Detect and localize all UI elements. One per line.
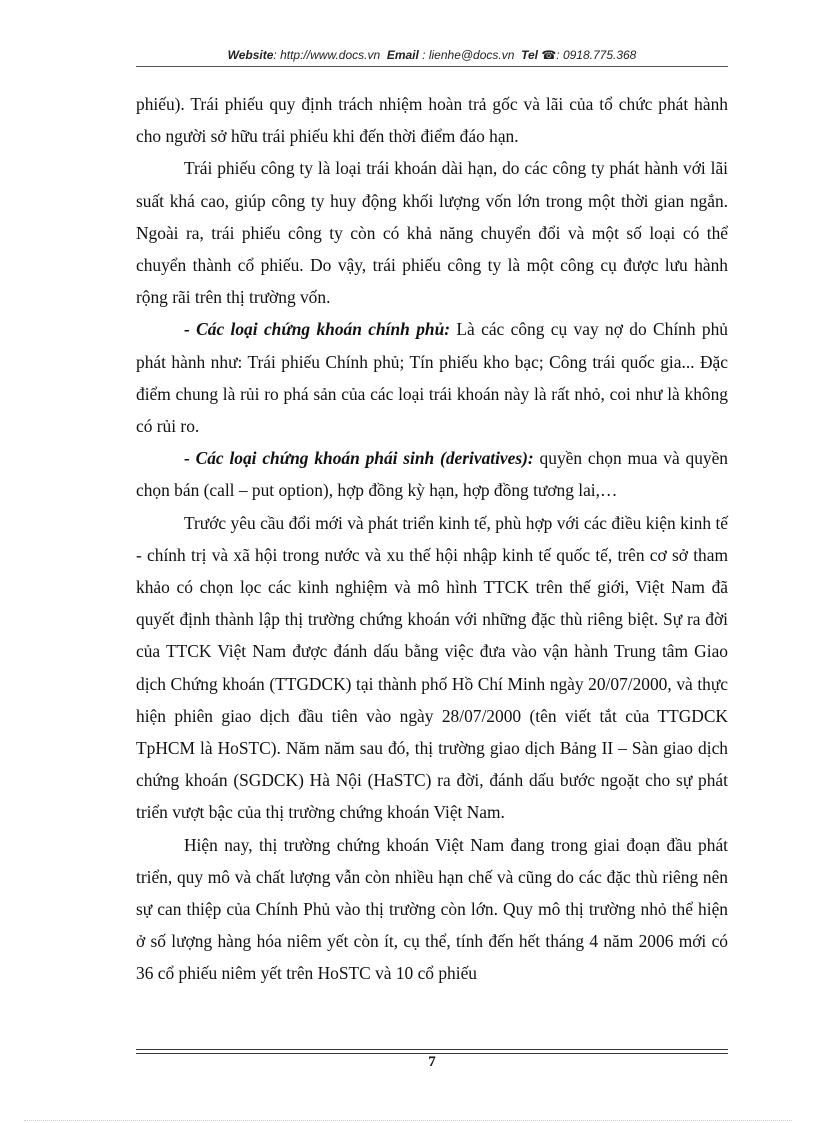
website-label: Website [227,48,274,62]
paragraph-1: phiếu). Trái phiếu quy định trách nhiệm hoàn trả gốc và lãi của tổ chức phát hành cho người sở hữu trái phiếu khi đến thời điểm đáo hạn. [136,94,728,147]
page-number: 7 [428,1054,436,1070]
paragraph-6: Hiện nay, thị trường chứng khoán Việt Nam đang trong giai đoạn đầu phát triển, quy mô và chất lượng vẫn còn nhiều hạn chế và cũng do các đặc thù riêng nên sự can thiệp của Chính Phủ vào thị trường còn lớn. Quy mô thị trường nhỏ thể hiện ở số lượng hàng hóa niêm yết còn ít, cụ thể, tính đến hết tháng 4 năm 2006 mới có 36 cổ phiếu niêm yết trên HoSTC và 10 cổ phiếu [136,834,728,984]
website-value: : http://www.docs.vn [273,48,381,62]
paragraph-5: Trước yêu cầu đổi mới và phát triển kinh tế, phù hợp với các điều kiện kinh tế - chính trị và xã hội trong nước và xu thế hội nhập kinh tế quốc tế, trên cơ sở tham khảo có chọn lọc các kinh nghiệm và mô hình TTCK trên thế giới, Việt Nam đã quyết định thành lập thị trường chứng khoán với những đặc thù riêng biệt. Sự ra đời của TTCK Việt Nam được đánh dấu bằng việc đưa vào vận hành Trung tâm Giao dịch Chứng khoán (TTGDCK) tại thành phố Hồ Chí Minh ngày 20/07/2000, và thực hiện phiên giao dịch đầu tiên vào ngày 28/07/2000 (tên viết tắt của TTGDCK TpHCM là HoSTC). Năm năm sau đó, thị trường giao dịch Bảng II – Sàn giao dịch chứng khoán (SGDCK) Hà Nội (HaSTC) ra đời, đánh dấu bước ngoặt cho sự phát triển vượt bậc của thị trường chứng khoán Việt Nam. [136,512,728,823]
page-header [136,48,728,62]
tel-value: : 0918.775.368 [556,48,637,62]
page-bottom-border [24,1120,792,1121]
phone-icon: ☎ [541,48,557,62]
paragraph-4-heading: - Các loại chứng khoán phái sinh (derivatives): [184,448,534,469]
tel-label: Tel [521,48,538,62]
email-label: Email [386,48,419,62]
paragraph-3 [136,313,728,442]
paragraph-2: Trái phiếu công ty là loại trái khoán dài hạn, do các công ty phát hành với lãi suất khá cao, giúp công ty huy động khối lượng vốn lớn trong một thời gian ngắn. Ngoài ra, trái phiếu công ty còn có khả năng chuyển đổi và một số loại có thể chuyển thành cổ phiếu. Do vậy, trái phiếu công ty là một công cụ được lưu hành rộng rãi trên thị trường vốn. [136,158,728,308]
paragraph-3-heading: - Các loại chứng khoán chính phủ: [184,319,451,340]
paragraph-3-text: Là các công cụ vay nợ do Chính phủ phát hành như: Trái phiếu Chính phủ; Tín phiếu kho bạc; Công trái quốc gia... Đặc điểm chung là rủi ro phá sản của các loại trái khoán này là rất nhỏ, coi như là không có rủi ro. [136,319,728,437]
document-body [136,88,728,990]
paragraph-4-text: quyền chọn mua và quyền chọn bán (call – put option), hợp đồng kỳ hạn, hợp đồng tương lai,… [136,448,729,501]
paragraph-4 [136,442,728,506]
header-divider [136,66,728,67]
email-value: : lienhe@docs.vn [422,48,515,62]
